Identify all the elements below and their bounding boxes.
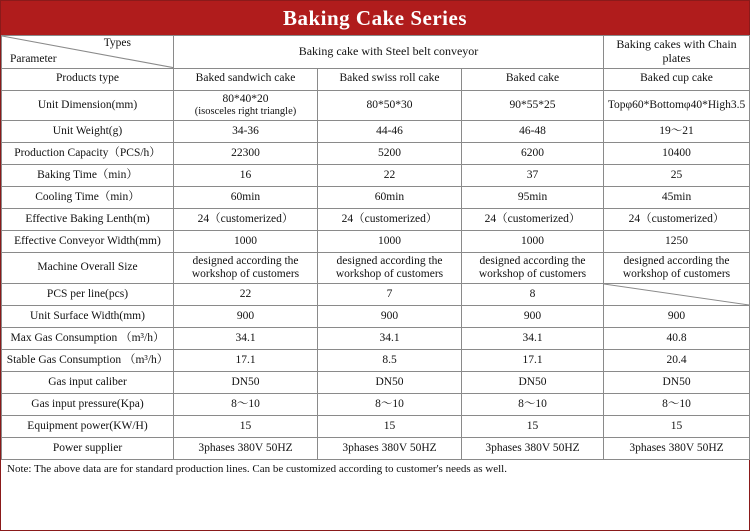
cell-value: Baked sandwich cake xyxy=(174,68,318,90)
row-label: Products type xyxy=(2,68,174,90)
cell-value: 15 xyxy=(604,416,750,438)
cell-line-1: designed according the xyxy=(336,254,443,267)
cell-value: 17.1 xyxy=(174,350,318,372)
row-label: Unit Dimension(mm) xyxy=(2,90,174,120)
cell-value: 37 xyxy=(462,164,604,186)
cell-line-2: (isosceles right triangle) xyxy=(194,105,297,117)
row-label: Unit Surface Width(mm) xyxy=(2,306,174,328)
cell-line-2: workshop of customers xyxy=(622,268,731,281)
row-label: Machine Overall Size xyxy=(2,252,174,283)
group-header-chain-plates: Baking cakes with Chain plates xyxy=(604,36,750,69)
cell-value: Baked cup cake xyxy=(604,68,750,90)
row-label: Cooling Time（min） xyxy=(2,186,174,208)
cell-value: 34.1 xyxy=(462,328,604,350)
cell-value: 8～10 xyxy=(604,394,750,416)
table-row xyxy=(2,230,750,252)
cell-value: 8 xyxy=(462,284,604,306)
cell-line-2: workshop of customers xyxy=(335,268,444,281)
cell-value: 34.1 xyxy=(174,328,318,350)
cell-value: 24（customerized） xyxy=(462,208,604,230)
cell-value: 80*50*30 xyxy=(318,90,462,120)
cell-value: 24（customerized） xyxy=(174,208,318,230)
cell-value: 17.1 xyxy=(462,350,604,372)
table-row xyxy=(2,164,750,186)
cell-value: DN50 xyxy=(318,372,462,394)
cell-value: 8.5 xyxy=(318,350,462,372)
cell-value: 5200 xyxy=(318,142,462,164)
cell-value: 90*55*25 xyxy=(462,90,604,120)
cell-line-1: designed according the xyxy=(623,254,730,267)
header-parameter-label: Parameter xyxy=(10,53,57,66)
cell-value: 22 xyxy=(318,164,462,186)
cell-value xyxy=(318,252,462,283)
cell-value: 3phases 380V 50HZ xyxy=(318,438,462,460)
cell-value: 900 xyxy=(604,306,750,328)
page-title: Baking Cake Series xyxy=(282,5,467,30)
row-label: Gas input pressure(Kpa) xyxy=(2,394,174,416)
cell-value: 15 xyxy=(462,416,604,438)
table-row xyxy=(2,120,750,142)
cell-value: 3phases 380V 50HZ xyxy=(174,438,318,460)
cell-value: 22300 xyxy=(174,142,318,164)
specification-table xyxy=(1,35,750,460)
row-label: Effective Conveyor Width(mm) xyxy=(2,230,174,252)
cell-not-applicable xyxy=(604,284,750,306)
table-row xyxy=(2,350,750,372)
cell-value: 22 xyxy=(174,284,318,306)
page-title-bar xyxy=(1,1,749,35)
cell-line-2: workshop of customers xyxy=(478,268,587,281)
row-label: Baking Time（min） xyxy=(2,164,174,186)
row-label: PCS per line(pcs) xyxy=(2,284,174,306)
table-row xyxy=(2,142,750,164)
table-row xyxy=(2,394,750,416)
cell-value: 1000 xyxy=(318,230,462,252)
table-row xyxy=(2,328,750,350)
cell-value: 1250 xyxy=(604,230,750,252)
cell-value xyxy=(174,252,318,283)
cell-value: 19～21 xyxy=(604,120,750,142)
table-row xyxy=(2,372,750,394)
cell-line-1: designed according the xyxy=(479,254,586,267)
cell-value: 95min xyxy=(462,186,604,208)
cell-value: Baked swiss roll cake xyxy=(318,68,462,90)
row-label: Equipment power(KW/H) xyxy=(2,416,174,438)
row-label: Power supplier xyxy=(2,438,174,460)
cell-value: 8～10 xyxy=(462,394,604,416)
cell-value: 7 xyxy=(318,284,462,306)
row-label: Unit Weight(g) xyxy=(2,120,174,142)
table-row xyxy=(2,186,750,208)
cell-value: 24（customerized） xyxy=(604,208,750,230)
row-label: Production Capacity（PCS/h） xyxy=(2,142,174,164)
cell-value: 3phases 380V 50HZ xyxy=(462,438,604,460)
cell-value: 1000 xyxy=(174,230,318,252)
cell-value: 6200 xyxy=(462,142,604,164)
cell-value: 8～10 xyxy=(174,394,318,416)
cell-value: 46-48 xyxy=(462,120,604,142)
cell-value: 10400 xyxy=(604,142,750,164)
header-types-label: Types xyxy=(103,37,131,49)
cell-value: 40.8 xyxy=(604,328,750,350)
cell-line-1: designed according the xyxy=(192,254,299,267)
cell-value: 15 xyxy=(318,416,462,438)
cell-value: 45min xyxy=(604,186,750,208)
cell-value: 1000 xyxy=(462,230,604,252)
row-label: Stable Gas Consumption （m³/h） xyxy=(2,350,174,372)
row-label: Effective Baking Lenth(m) xyxy=(2,208,174,230)
cell-value: Baked cake xyxy=(462,68,604,90)
header-corner-cell xyxy=(2,36,174,69)
cell-value: DN50 xyxy=(174,372,318,394)
cell-value xyxy=(604,252,750,283)
cell-value xyxy=(174,90,318,120)
table-row xyxy=(2,90,750,120)
cell-value: Topφ60*Bottomφ40*High3.5 xyxy=(604,90,750,120)
table-row xyxy=(2,438,750,460)
cell-value: 24（customerized） xyxy=(318,208,462,230)
cell-line-2: workshop of customers xyxy=(191,268,300,281)
cell-value: 20.4 xyxy=(604,350,750,372)
cell-value: 8～10 xyxy=(318,394,462,416)
table-header-row xyxy=(2,36,750,69)
cell-value: 3phases 380V 50HZ xyxy=(604,438,750,460)
cell-value: 15 xyxy=(174,416,318,438)
cell-value: 44-46 xyxy=(318,120,462,142)
table-row xyxy=(2,68,750,90)
table-row xyxy=(2,252,750,283)
cell-value: 34-36 xyxy=(174,120,318,142)
table-row xyxy=(2,416,750,438)
table-row xyxy=(2,208,750,230)
cell-value: DN50 xyxy=(462,372,604,394)
row-label: Gas input caliber xyxy=(2,372,174,394)
cell-value: DN50 xyxy=(604,372,750,394)
cell-value: 60min xyxy=(174,186,318,208)
cell-line-1: 80*40*20 xyxy=(222,92,269,105)
cell-value: 900 xyxy=(318,306,462,328)
cell-value xyxy=(462,252,604,283)
cell-value: 900 xyxy=(174,306,318,328)
table-row xyxy=(2,306,750,328)
cell-value: 16 xyxy=(174,164,318,186)
cell-value: 900 xyxy=(462,306,604,328)
cell-value: 25 xyxy=(604,164,750,186)
cell-value: 34.1 xyxy=(318,328,462,350)
cell-value: 60min xyxy=(318,186,462,208)
group-header-steel-belt: Baking cake with Steel belt conveyor xyxy=(174,36,604,69)
strikethrough-diagonal-icon xyxy=(604,284,749,305)
table-note: Note: The above data are for standard production lines. Can be customized according to customer's needs as well. xyxy=(7,463,507,476)
row-label: Max Gas Consumption （m³/h） xyxy=(2,328,174,350)
table-row xyxy=(2,284,750,306)
